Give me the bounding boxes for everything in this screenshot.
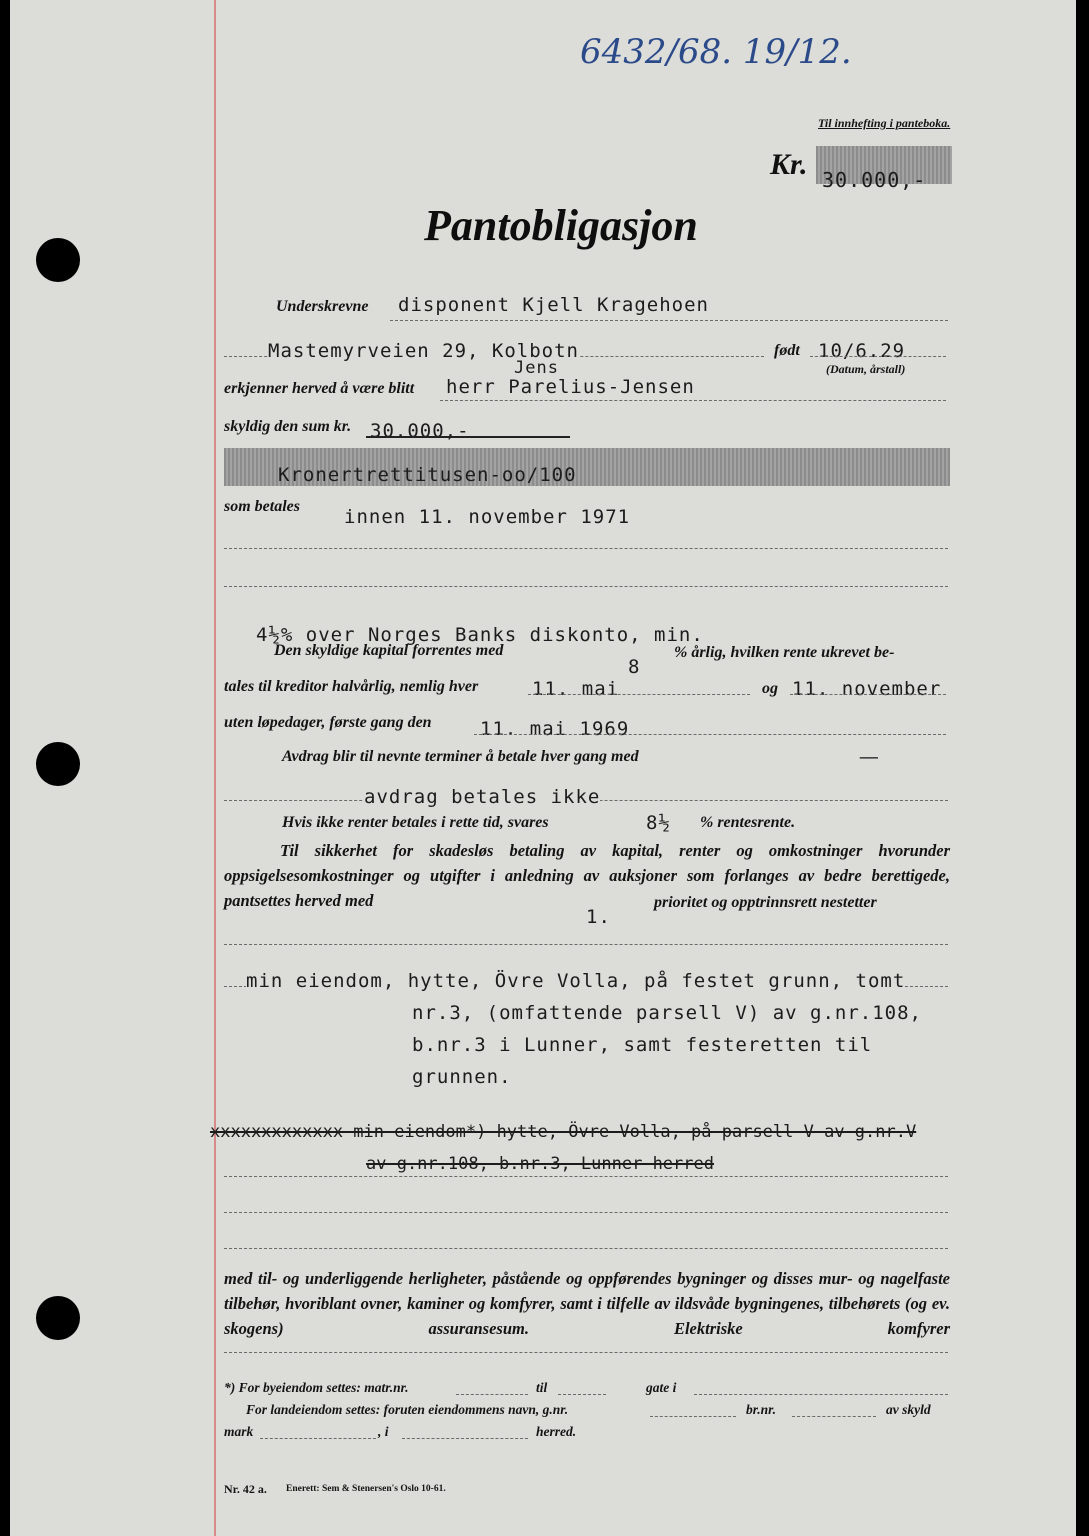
footnote-3a: mark (224, 1424, 254, 1439)
rule (224, 586, 948, 587)
rule (440, 400, 946, 401)
margin-line (214, 0, 216, 1536)
punch-hole (36, 1296, 80, 1340)
rule (224, 548, 948, 549)
rente-line3-a: uten løpedager, første gang den (224, 714, 432, 731)
address-value: Mastemyrveien 29, Kolbotn (268, 340, 579, 362)
header-note: Til innhefting i panteboka. (818, 116, 951, 130)
rente-date2: 11. november (792, 678, 942, 700)
rule (224, 944, 948, 945)
printer-imprint: Enerett: Sem & Stenersen's Oslo 10-61. (286, 1484, 446, 1494)
avdrag-dash: — (860, 746, 878, 766)
rente-line1-b: % årlig, hvilken rente ukrevet be- (674, 644, 895, 661)
amount-prefix: Kr. (770, 148, 808, 181)
form-number: Nr. 42 a. (224, 1482, 267, 1496)
punch-hole (36, 742, 80, 786)
betales-value: innen 11. november 1971 (344, 506, 631, 528)
footnote-1a: *) For byeiendom settes: matr.nr. (224, 1380, 409, 1395)
underline (366, 436, 570, 438)
hvis-label-a: Hvis ikke renter betales i rette tid, svares (282, 814, 549, 831)
hvis-label-b: % rentesrente. (700, 814, 796, 831)
footnote-1c: gate i (646, 1380, 677, 1395)
rule (650, 1416, 736, 1417)
jens-insert: Jens (514, 358, 559, 378)
property-line-2: nr.3, (omfattende parsell V) av g.nr.108, (412, 1002, 922, 1024)
skyldig-value: 30.000,- (370, 420, 470, 442)
fodt-label: født (774, 342, 800, 359)
avdrag-value: avdrag betales ikke (364, 786, 601, 808)
rule (224, 1212, 948, 1213)
skyldig-label: skyldig den sum kr. (224, 418, 352, 435)
handwritten-reference: 6432/68. 19/12. (580, 32, 852, 72)
rule (558, 1394, 606, 1395)
rule (528, 694, 750, 695)
amount-value: 30.000,- (822, 168, 927, 192)
hvis-value: 8½ (646, 812, 671, 834)
rente-first: 11. mai 1969 (480, 718, 630, 740)
xout-line-1: xxxxxxxxxxxxx min eiendom*) hytte, Övre Volla, på parsell V av g.nr.V (210, 1122, 917, 1142)
rente-date1: 11. mai (532, 678, 620, 700)
footnote-3b: , i (378, 1424, 389, 1439)
footnote-3c: herred. (536, 1424, 577, 1439)
xout-line-2: av g.nr.108, b.nr.3, Lunner herred (366, 1154, 714, 1174)
rule (792, 1416, 876, 1417)
property-line-4: grunnen. (412, 1066, 512, 1088)
property-line-1: min eiendom, hytte, Övre Volla, på festet grunn, tomt (246, 970, 906, 992)
footnote-1b: til (536, 1380, 548, 1395)
fodt-value: 10/6.29 (818, 340, 906, 362)
sum-words: Kronertrettitusen-oo/100 (278, 464, 577, 486)
prioritet-value: 1. (586, 906, 611, 928)
rule (810, 356, 946, 357)
document-title: Pantobligasjon (424, 201, 698, 250)
rule (402, 1438, 528, 1439)
rule (474, 734, 946, 735)
avdrag-label: Avdrag blir til nevnte terminer å betale hver gang med (282, 748, 639, 765)
sikkerhet-paragraph: Til sikkerhet for skadesløs betaling av kapital, renter og omkostninger hvorunder oppsigelsesomkostninger og utgifter i anledning av auksjoner som forlanges av bedre berettigede, pantsettes herved med (224, 841, 950, 910)
rule (224, 1248, 948, 1249)
erkjenner-label: erkjenner herved å være blitt (224, 380, 415, 397)
document-page (10, 0, 1076, 1536)
rule (224, 1176, 948, 1177)
property-line-3: b.nr.3 i Lunner, samt festeretten til (412, 1034, 873, 1056)
erkjenner-value: herr Parelius-Jensen (446, 376, 695, 398)
punch-hole (36, 238, 80, 282)
underskrevne-label: Underskrevne (276, 298, 369, 315)
footnote-2a: For landeiendom settes: foruten eiendommens navn, g.nr. (246, 1402, 569, 1417)
rente-line2-a: tales til kreditor halvårlig, nemlig hver (224, 678, 479, 695)
rente-og: og (762, 680, 778, 697)
rule (390, 320, 948, 321)
underskrevne-value: disponent Kjell Kragehoen (398, 294, 709, 316)
rule (224, 1352, 948, 1353)
prioritet-text: prioritet og opptrinnsrett nestetter (654, 894, 877, 911)
closing-paragraph: med til- og underliggende herligheter, påstående og oppførendes bygninger og disses mur- og nagelfaste tilbehør, hvoriblant ovner, kaminer og komfyrer, samt i tilfelle av ildsvåde bygningenes, tilbehørets (og ev. skogens) assuransesum. Elektriske komfyrer (224, 1269, 950, 1338)
datum-label: (Datum, årstall) (826, 362, 906, 376)
betales-label: som betales (224, 498, 300, 515)
rule (694, 1394, 948, 1395)
rule (260, 1438, 376, 1439)
rente-value: 8 (628, 656, 641, 678)
footnote-2c: av skyld (886, 1402, 931, 1417)
rule (790, 694, 946, 695)
rente-line1-a: Den skyldige kapital forrentes med (274, 642, 504, 659)
rente-typed: 4½% over Norges Banks diskonto, min. (256, 624, 704, 646)
rule (456, 1394, 528, 1395)
footnote-2b: br.nr. (746, 1402, 777, 1417)
